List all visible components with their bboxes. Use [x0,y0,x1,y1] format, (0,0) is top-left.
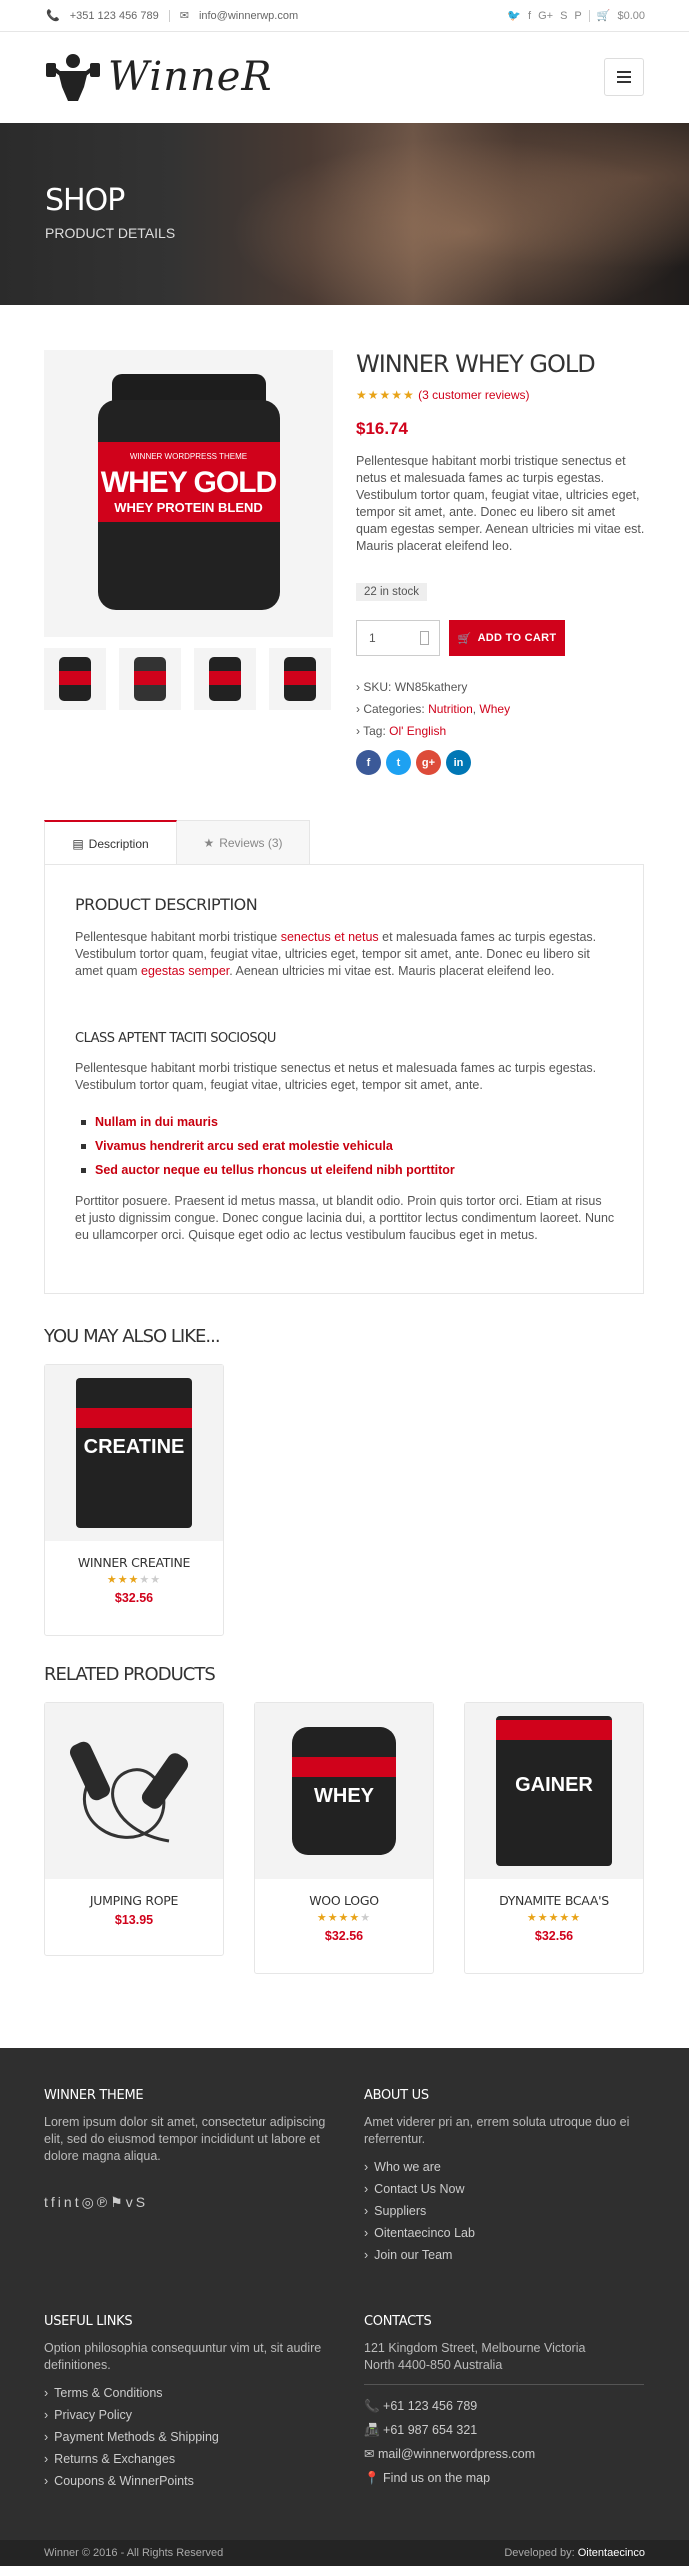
text: et malesuada fames ac turpis egestas. Vestibulum tortor quam, feugiat vitae, ultricies eget, tempor sit amet, ante. Donec eu libero sit amet quam [75,930,597,978]
mail-value[interactable]: mail@winnerwordpress.com [377,2447,536,2461]
share-buttons [356,750,471,775]
description-heading: PRODUCT DESCRIPTION [75,895,258,914]
tab-description[interactable] [44,820,177,865]
copyright: Winner © 2016 - All Rights Reserved [44,2547,224,2559]
description-panel [44,864,644,1294]
product-name[interactable]: DYNAMITE BCAA'S [499,1893,609,1908]
sku-value: WN85kathery [394,680,468,694]
text: Pellentesque habitant morbi tristique [75,930,281,944]
envelope-icon: ✉ [364,2447,378,2461]
product-price: $32.56 [534,1929,574,1943]
product-tabs [44,820,644,865]
instagram-icon[interactable]: ◎ [81,2194,97,2210]
map-marker-icon: 📍 [364,2471,384,2485]
product-price: $13.95 [114,1913,154,1927]
top-bar [0,0,689,32]
quantity-value: 1 [369,631,376,645]
googleplus-share-icon[interactable]: g+ [416,750,441,775]
page-hero [0,123,689,305]
star-rating-icon: ★★★★★ [526,1912,582,1924]
footer-social-icons [44,2194,148,2211]
phone-icon: 📞 [364,2399,384,2413]
skype-icon[interactable]: S [135,2194,149,2210]
product-main-image[interactable] [44,350,333,637]
skype-icon[interactable]: S [560,9,568,22]
description-paragraph [75,929,615,980]
product-thumbnails [44,648,333,710]
facebook-share-icon[interactable]: f [356,750,381,775]
image-line3: WHEY PROTEIN BLEND [114,499,263,515]
divider [589,10,590,22]
footer-link[interactable]: › Suppliers [364,2204,426,2218]
thumbnail[interactable] [269,648,331,710]
product-card[interactable] [254,1702,434,1974]
developer-credit [504,2547,645,2559]
footer-heading: WINNER THEME [44,2088,144,2103]
product-name[interactable]: WINNER CREATINE [77,1555,191,1570]
envelope-icon: ✉ [179,10,189,22]
list-item: Vivamus hendrerit arcu sed erat molestie vehicula [95,1139,393,1153]
cart-icon[interactable]: 🛒 [596,10,611,22]
footer-link[interactable]: › Terms & Conditions [44,2386,163,2400]
quantity-input[interactable] [356,620,440,656]
inline-link[interactable]: senectus et netus [280,930,379,944]
star-icon: ★ [203,835,215,850]
fax-icon: 📠 [364,2423,384,2437]
category-link[interactable]: Nutrition [428,702,473,716]
jump-rope-icon [59,1721,209,1861]
product-short-description: Pellentesque habitant morbi tristique senectus et netus et malesuada fames ac turpis egestas. Vestibulum tortor quam, feugiat vitae, ultricies eget, tempor sit amet, ante. Donec eu libero sit amet quam egestas semper. Aenean ultricies mi vitae est. Mauris placerat eleifend leo. [356,454,645,553]
product-name[interactable]: WOO LOGO [309,1893,379,1908]
hamburger-menu-icon[interactable] [604,58,644,96]
vimeo-icon[interactable]: v [125,2194,136,2210]
chevron-right-icon: › [356,680,364,694]
pinterest-icon[interactable]: P [574,9,582,22]
description-paragraph: Pellentesque habitant morbi tristique senectus et netus et malesuada fames ac turpis egestas. Vestibulum tortor quam, feugiat vitae, ultricies eget, tempor sit amet, ante. [75,1061,597,1092]
footer-link[interactable]: › Contact Us Now [364,2182,464,2196]
text: . Aenean ultricies mi vitae est. Mauris placerat eleifend leo. [229,964,555,978]
foursquare-icon[interactable]: ⚑ [110,2194,126,2210]
categories-label: Categories: [363,702,425,716]
footer-map [364,2470,490,2487]
tag-link[interactable]: Ol' English [389,724,447,738]
footer-phone [364,2398,477,2415]
site-header [0,33,689,123]
developed-label: Developed by: [504,2547,575,2559]
star-rating-icon: ★★★★★ [106,1574,162,1586]
bodybuilder-logo-icon [44,51,102,103]
related-heading: RELATED PRODUCTS [44,1664,215,1685]
product-card[interactable] [464,1702,644,1974]
footer-link[interactable]: › Coupons & WinnerPoints [44,2474,194,2488]
map-link[interactable]: Find us on the map [383,2471,491,2485]
category-link[interactable]: Whey [479,702,511,716]
facebook-icon[interactable]: f [528,9,532,22]
page-title: SHOP [45,183,125,218]
image-text: GAINER [515,1774,593,1796]
facebook-icon[interactable]: f [50,2194,58,2210]
footer-link[interactable]: › Payment Methods & Shipping [44,2430,219,2444]
phone-value[interactable]: +61 123 456 789 [383,2399,478,2413]
thumbnail[interactable] [119,648,181,710]
thumbnail[interactable] [44,648,106,710]
footer-link[interactable]: › Oitentaecinco Lab [364,2226,475,2240]
footer-address: 121 Kingdom Street, Melbourne Victoria North 4400-850 Australia [364,2341,586,2372]
footer-fax [364,2422,477,2439]
reviews-link[interactable]: (3 customer reviews) [418,388,530,402]
product-image[interactable] [255,1703,433,1879]
cart-icon: 🛒 [457,632,472,645]
chevron-right-icon: › [356,702,364,716]
quantity-stepper[interactable] [420,631,429,645]
star-rating-icon: ★★★★★ [356,388,415,402]
product-price: $32.56 [324,1929,364,1943]
product-price: $16.74 [356,419,408,438]
linkedin-icon[interactable]: in [57,2194,75,2210]
stock-badge: 22 in stock [356,583,427,601]
fax-value: +61 987 654 321 [383,2423,478,2437]
divider [364,2384,644,2385]
linkedin-share-icon[interactable]: in [446,750,471,775]
divider [169,10,170,22]
description-paragraph: Porttitor posuere. Praesent id metus massa, ut blandit odio. Proin quis tortor orci. Etiam at risus et justo dignissim congue. Donec congue lacinia dui, a porttitor lectus condimentum laoreet. Nunc eu ullamcorper orci. Quisque eget odio ac lectus vestibulum faucibus eget in metus. [75,1194,615,1242]
pinterest-icon[interactable]: ℗ [96,2194,111,2210]
footer-text: Amet viderer pri an, errem soluta utroque duo ei referrentur. [364,2115,630,2146]
image-line1: WINNER WORDPRESS THEME [129,451,248,461]
product-rating [356,388,530,402]
product-card[interactable] [44,1702,224,1956]
tab-label: Reviews (3) [219,835,283,850]
tab-label: Description [88,836,149,851]
twitter-share-icon[interactable]: t [386,750,411,775]
upsells-heading: YOU MAY ALSO LIKE... [44,1326,220,1347]
topbar-phone[interactable]: +351 123 456 789 [69,9,159,22]
page-subtitle: PRODUCT DETAILS [45,225,176,241]
footer-link[interactable]: › Privacy Policy [44,2408,132,2422]
add-to-cart-label: ADD TO CART [477,632,557,644]
image-line2: WHEY GOLD [100,465,277,499]
inline-link[interactable]: egestas semper [141,964,230,978]
product-image[interactable] [45,1703,223,1879]
topbar-email[interactable]: info@winnerwp.com [198,9,299,22]
footer-link[interactable]: › Returns & Exchanges [44,2452,175,2466]
list-item: Sed auctor neque eu tellus rhoncus ut eleifend nibh porttitor [95,1163,455,1177]
thumbnail[interactable] [194,648,256,710]
add-to-cart-button[interactable] [449,620,565,656]
product-price: $32.56 [114,1591,154,1605]
logo-text: WinneR [108,54,273,100]
footer-link[interactable]: › Join our Team [364,2248,452,2262]
cart-total[interactable]: $0.00 [617,9,645,22]
product-name[interactable]: JUMPING ROPE [89,1893,179,1908]
developer-link[interactable]: Oitentaecinco [577,2547,645,2559]
image-text: WHEY [314,1785,374,1807]
footer-mail [364,2446,535,2463]
googleplus-icon[interactable]: G+ [538,9,554,22]
document-icon: ▤ [72,836,84,851]
twitter-icon[interactable]: 🐦 [507,10,522,22]
product-card[interactable] [44,1364,224,1636]
site-logo[interactable] [44,51,273,103]
product-image[interactable] [465,1703,643,1879]
footer-text: Option philosophia consequuntur vim ut, sit audire definitiones. [44,2341,322,2372]
product-image[interactable] [45,1365,223,1541]
product-tags [356,724,446,738]
chevron-right-icon: › [356,724,364,738]
footer-bottom-bar [0,2540,689,2566]
sku-label: SKU: [363,680,392,694]
footer-text: Lorem ipsum dolor sit amet, consectetur adipiscing elit, sed do eiusmod tempor incididunt ut labore et dolore magna aliqua. [44,2115,326,2163]
list-item: Nullam in dui mauris [95,1115,218,1129]
tumblr-icon[interactable]: t [74,2194,82,2210]
product-categories: › Categories: Nutrition, Whey [356,702,511,716]
tab-reviews[interactable] [177,820,310,865]
hero-background-image [190,123,689,305]
star-rating-icon: ★★★★★ [316,1912,372,1924]
tag-label: Tag: [363,724,386,738]
footer-heading: USEFUL LINKS [44,2314,133,2329]
footer-heading: CONTACTS [364,2314,432,2329]
site-footer [0,2048,689,2566]
footer-link[interactable]: › Who we are [364,2160,441,2174]
image-text: CREATINE [83,1436,185,1458]
description-subheading: CLASS APTENT TACITI SOCIOSQU [75,1031,276,1046]
twitter-icon[interactable]: t [44,2194,51,2210]
product-sku [356,680,467,694]
phone-icon: 📞 [46,10,60,22]
footer-heading: ABOUT US [364,2088,429,2103]
product-title: WINNER WHEY GOLD [356,350,595,378]
